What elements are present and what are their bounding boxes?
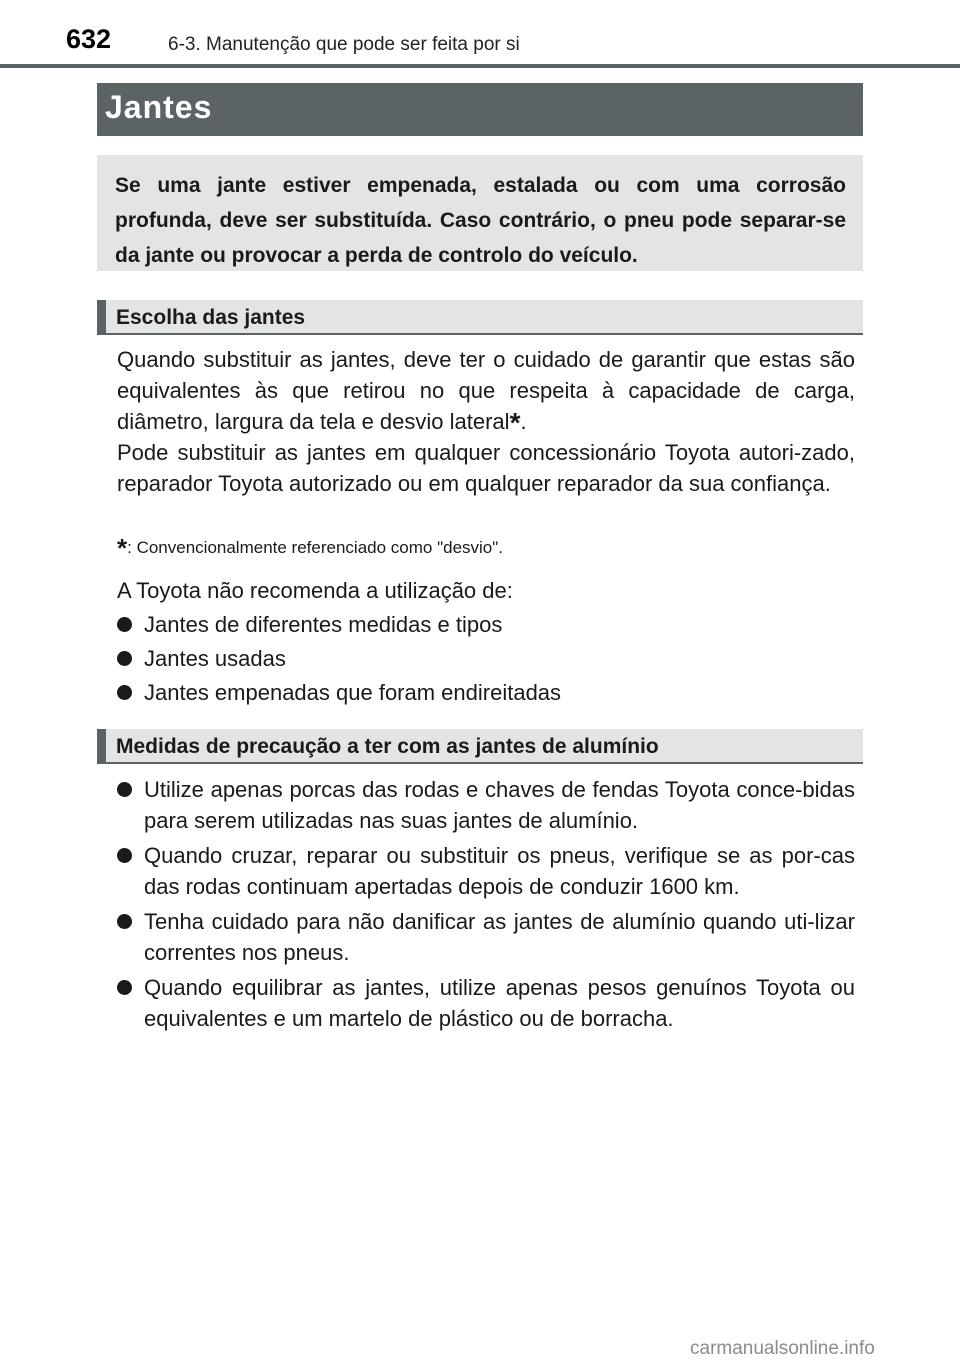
list-item-text: Tenha cuidado para não danificar as jantes de alumínio quando uti-lizar correntes nos pneus. [144, 909, 855, 965]
section-heading-wheel-choice [97, 300, 863, 335]
list-item-text: Quando cruzar, reparar ou substituir os pneus, verifique se as por-cas das rodas continuam apertadas depois de conduzir 1600 km. [144, 843, 855, 899]
title-bar [97, 83, 863, 136]
header-rule [0, 64, 960, 68]
bullet-icon [117, 914, 132, 929]
list-item-text: Jantes de diferentes medidas e tipos [144, 612, 503, 637]
section-heading-alloy-precautions [97, 729, 863, 764]
paragraph-replacement [117, 344, 855, 437]
bullet-icon [117, 651, 132, 666]
section1-body [117, 344, 855, 499]
bullet-icon [117, 848, 132, 863]
footnote [117, 533, 504, 563]
list-item-text: Quando equilibrar as jantes, utilize apenas pesos genuínos Toyota ou equivalentes e um martelo de plástico ou de borracha. [144, 975, 855, 1031]
list-item-text: Jantes usadas [144, 646, 286, 671]
page-number: 632 [66, 24, 112, 54]
footnote-text: : Convencionalmente referenciado como "desvio". [127, 538, 504, 557]
list-item [117, 609, 855, 640]
list-item [117, 972, 855, 1034]
precautions-list [117, 774, 855, 1034]
footnote-asterisk: * [117, 533, 128, 563]
page-header [0, 0, 960, 66]
list-item-text: Utilize apenas porcas das rodas e chaves de fendas Toyota conce-bidas para serem utilizadas nas suas jantes de alumínio. [144, 777, 855, 833]
bullet-icon [117, 617, 132, 632]
bullet-icon [117, 980, 132, 995]
asterisk-mark: * [509, 407, 521, 438]
section-title: Medidas de precaução a ter com as jantes de alumínio [116, 735, 659, 758]
list-item-text: Jantes empenadas que foram endireitadas [144, 680, 562, 705]
page-title: Jantes [105, 89, 213, 125]
list-item [117, 840, 855, 902]
bullet-icon [117, 782, 132, 797]
watermark-text: carmanualsonline.info [690, 1338, 875, 1359]
list-item [117, 774, 855, 836]
running-head: 6-3. Manutenção que pode ser feita por si [168, 34, 520, 55]
list-item [117, 906, 855, 968]
bullet-icon [117, 685, 132, 700]
list-intro: A Toyota não recomenda a utilização de: [117, 578, 513, 603]
section-title: Escolha das jantes [116, 306, 306, 329]
intro-box [97, 155, 863, 271]
intro-text: Se uma jante estiver empenada, estalada ou com uma corrosão profunda, deve ser substituída. Caso contrário, o pneu pode separar-se da jante ou provocar a perda de controlo do veículo. [115, 174, 846, 267]
list-item [117, 677, 855, 708]
paragraph-dealers: Pode substituir as jantes em qualquer concessionário Toyota autori-zado, reparador Toyota autorizado ou em qualquer reparador da sua confiança. [117, 440, 855, 496]
list-item [117, 643, 855, 674]
paragraph-text: Quando substituir as jantes, deve ter o cuidado de garantir que estas são equivalentes às que retirou no que respeita à capacidade de carga, diâmetro, largura da tela e desvio lateral [117, 347, 855, 434]
paragraph-end: . [520, 409, 527, 434]
not-recommended-list [117, 609, 855, 708]
